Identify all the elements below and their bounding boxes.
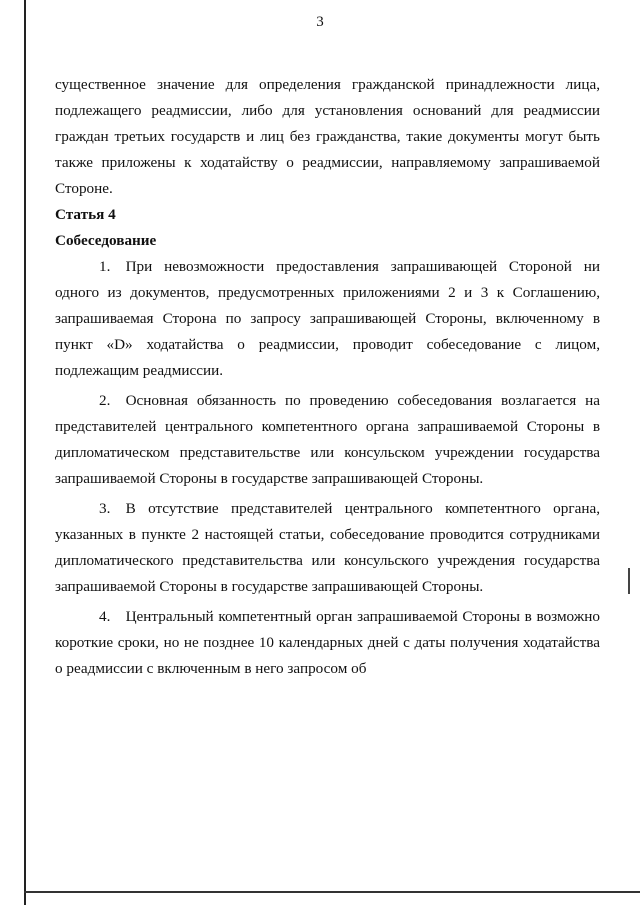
intro-paragraph: существенное значение для определения гражданской принадлежности лица, подлежащего реадмиссии, либо для установления оснований для реадмиссии граждан третьих государств и лиц без гражданства, такие документы могут быть также приложены к ходатайству о реадмиссии, направляемому запрашиваемой Стороне. xyxy=(55,76,600,197)
scan-bottom-edge xyxy=(24,891,640,893)
document-body xyxy=(55,72,600,682)
article-paragraph-3: 3. В отсутствие представителей центрального компетентного органа, указанных в пункте 2 настоящей статьи, собеседование проводится сотрудниками дипломатического представительства или консульского учреждения государства запрашиваемой Стороны в государстве запрашивающей Стороны. xyxy=(55,500,600,595)
scan-left-edge xyxy=(24,0,26,905)
scan-right-mark xyxy=(628,568,630,594)
article-paragraph-1: 1. При невозможности предоставления запрашивающей Стороной ни одного из документов, предусмотренных приложениями 2 и 3 к Соглашению, запрашиваемая Сторона по запросу запрашивающей Стороны, включенному в пункт «D» ходатайства о реадмиссии, проводит собеседование с лицом, подлежащим реадмиссии. xyxy=(55,258,600,379)
article-paragraph-4: 4. Центральный компетентный орган запрашиваемой Стороны в возможно короткие сроки, но не позднее 10 календарных дней с даты получения ходатайства о реадмиссии с включенным в него запросом об xyxy=(55,608,600,677)
article-paragraph-2: 2. Основная обязанность по проведению собеседования возлагается на представителей центрального компетентного органа запрашиваемой Стороны в дипломатическом представительстве или консульском учреждении государства запрашиваемой Стороны в государстве запрашивающей Стороны. xyxy=(55,392,600,487)
page-number: 3 xyxy=(316,14,324,30)
article-title: Собеседование xyxy=(55,232,157,249)
article-number: Статья 4 xyxy=(55,206,116,223)
